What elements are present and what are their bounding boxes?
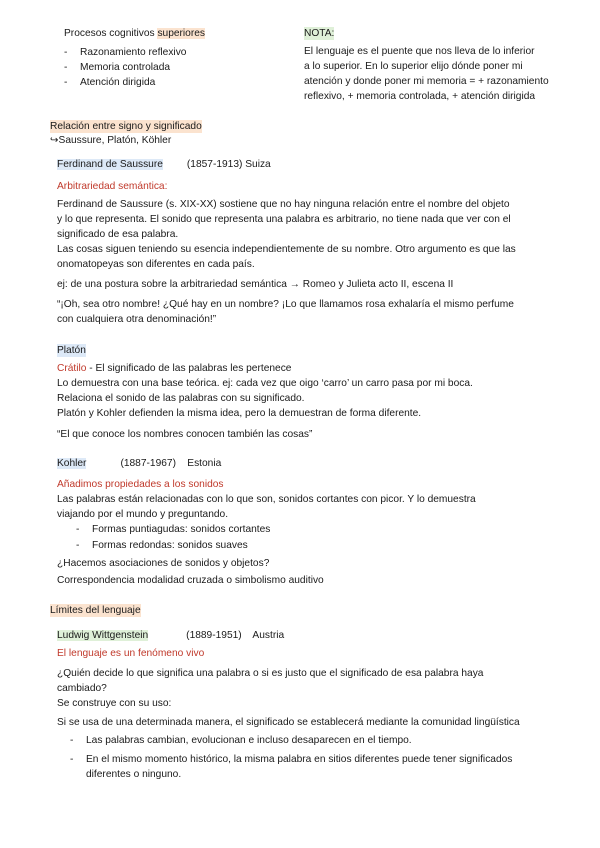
list-item-text: En el mismo momento histórico, la misma palabra en sitios diferentes puede tener significados — [86, 754, 513, 765]
paragraph-line: ¿Quién decide lo que significa una palabra o si es justo que el significado de esa palabra haya — [57, 668, 484, 679]
subheading-arbitrariness: Arbitrariedad semántica: — [57, 181, 168, 192]
list-item-text: Razonamiento reflexivo — [80, 47, 187, 58]
list-item: - Formas puntiagudas: sonidos cortantes — [76, 524, 271, 535]
paragraph-line: significado de esa palabra. — [57, 229, 179, 240]
author-name-platon: Platón — [57, 345, 86, 356]
section-subline: ↪Saussure, Platón, Köhler — [50, 135, 172, 146]
author-header-wittgenstein — [57, 629, 284, 642]
title-highlight: superiores — [157, 28, 206, 39]
quote-line: “El que conoce los nombres conocen también las cosas” — [57, 429, 313, 440]
author-header-saussure — [57, 158, 271, 171]
subheading-red: Crátilo — [57, 363, 87, 374]
list-item-text: Memoria controlada — [80, 62, 171, 73]
author-name: Ludwig Wittgenstein — [57, 630, 149, 641]
note-line: a lo superior. En lo superior elijo dónde poner mi — [304, 61, 523, 72]
list-item: - En el mismo momento histórico, la misma palabra en sitios diferentes puede tener significados — [70, 754, 513, 765]
note-label: NOTA: — [304, 28, 335, 39]
list-item: - Memoria controlada — [64, 62, 171, 73]
author-meta: (1887-1967) Estonia — [120, 458, 222, 469]
note-line: atención y donde poner mi memoria = + razonamiento — [304, 76, 549, 87]
paragraph-line: Platón y Kohler defienden la misma idea, pero la demuestran de forma diferente. — [57, 408, 422, 419]
author-meta: (1889-1951) Austria — [186, 630, 285, 641]
question-line: ¿Hacemos asociaciones de sonidos y objetos? — [57, 558, 270, 569]
list-item: - Razonamiento reflexivo — [64, 47, 187, 58]
section-heading-sign-meaning: Relación entre signo y significado — [50, 121, 202, 132]
list-item-text: Formas redondas: sonidos suaves — [92, 540, 248, 551]
list-item: - Las palabras cambian, evolucionan e incluso desaparecen en el tiempo. — [70, 735, 412, 746]
author-name: Kohler — [57, 458, 87, 469]
paragraph-line: cambiado? — [57, 683, 107, 694]
list-item-text: Las palabras cambian, evolucionan e incluso desaparecen en el tiempo. — [86, 735, 412, 746]
paragraph-line: Se construye con su uso: — [57, 698, 172, 709]
note-line: El lenguaje es el puente que nos lleva de lo inferior — [304, 46, 535, 57]
quote-line: “¡Oh, sea otro nombre! ¿Qué hay en un nombre? ¡Lo que llamamos rosa exhalaría el mismo perfume — [57, 299, 514, 310]
note-line: reflexivo, + memoria controlada, + atención dirigida — [304, 91, 536, 102]
example-line: ej: de una postura sobre la arbitrariedad semántica → Romeo y Julieta acto II, escena II — [57, 279, 454, 290]
paragraph-line: viajando por el mundo y preguntando. — [57, 509, 229, 520]
closing-line: Correspondencia modalidad cruzada o simbolismo auditivo — [57, 575, 324, 586]
list-item: - Atención dirigida — [64, 77, 156, 88]
list-item-continuation: diferentes o ninguno. — [86, 769, 182, 780]
paragraph-line: Relaciona el sonido de las palabras con su significado. — [57, 393, 305, 404]
quote-line: con cualquiera otra denominación!” — [57, 314, 217, 325]
list-item-text: Formas puntiagudas: sonidos cortantes — [92, 524, 271, 535]
paragraph-line: Ferdinand de Saussure (s. XIX-XX) sostiene que no hay ninguna relación entre el nombre del objeto — [57, 199, 510, 210]
statement-line: Si se usa de una determinada manera, el significado se establecerá mediante la comunidad lingüística — [57, 717, 520, 728]
author-name: Ferdinand de Saussure — [57, 159, 163, 170]
section-heading-limits: Límites del lenguaje — [50, 605, 141, 616]
subheading-rest: - El significado de las palabras les pertenece — [86, 363, 292, 374]
paragraph-line: onomatopeyas son diferentes en cada país. — [57, 259, 255, 270]
author-meta: (1857-1913) Suiza — [186, 159, 271, 170]
paragraph-line: Las cosas siguen teniendo su esencia independientemente de su nombre. Otro argumento es que las — [57, 244, 516, 255]
list-item-text: Atención dirigida — [80, 77, 156, 88]
paragraph-line: y lo que representa. El sonido que representa una palabra es arbitrario, no tiene nada que ver con el — [57, 214, 511, 225]
list-item: - Formas redondas: sonidos suaves — [76, 540, 248, 551]
author-header-kohler — [57, 457, 221, 470]
paragraph-line: Lo demuestra con una base teórica. ej: cada vez que oigo ‘carro’ un carro pasa por mi boca. — [57, 378, 473, 389]
cognitive-processes-title — [64, 27, 205, 40]
subheading-cratilo — [57, 362, 291, 375]
subheading-living-language: El lenguaje es un fenómeno vivo — [57, 648, 205, 659]
paragraph-line: Las palabras están relacionadas con lo que son, sonidos cortantes con picor. Y lo demuestra — [57, 494, 476, 505]
subheading-sound-properties: Añadimos propiedades a los sonidos — [57, 479, 224, 490]
title-prefix: Procesos cognitivos — [64, 28, 158, 39]
